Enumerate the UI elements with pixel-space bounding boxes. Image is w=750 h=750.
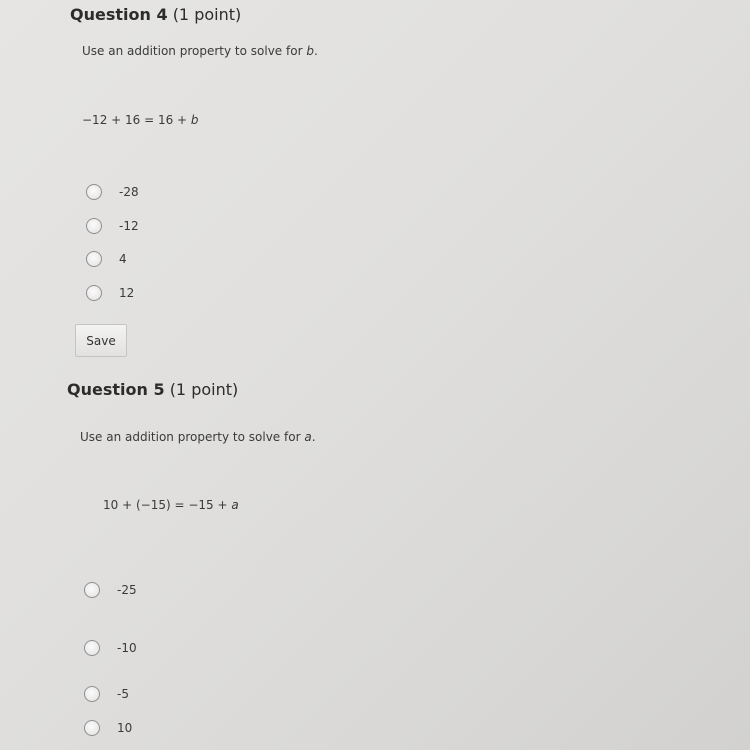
option-label: -28 xyxy=(119,185,139,199)
question-4-number: Question 4 xyxy=(70,5,168,24)
radio-button[interactable] xyxy=(84,582,100,598)
radio-button[interactable] xyxy=(86,285,102,301)
question-5-prompt-variable: a xyxy=(304,430,312,444)
question-4-points: (1 point) xyxy=(172,5,242,24)
question-5-prompt xyxy=(80,430,316,444)
option-label: -5 xyxy=(117,687,129,701)
option-label: 10 xyxy=(117,721,133,735)
radio-button[interactable] xyxy=(86,184,102,200)
radio-button[interactable] xyxy=(86,218,102,234)
question-5-prompt-text: Use an addition property to solve for xyxy=(80,430,305,444)
question-5-number: Question 5 xyxy=(67,380,165,399)
option-label: -25 xyxy=(117,583,137,597)
radio-button[interactable] xyxy=(84,640,100,656)
question-4-equation xyxy=(82,113,199,127)
question-5-equation xyxy=(103,498,239,512)
question-5-title xyxy=(67,380,238,399)
radio-button[interactable] xyxy=(86,251,102,267)
question-4-equation-text: −12 + 16 = 16 + xyxy=(82,113,191,127)
question-4-equation-variable: b xyxy=(190,113,199,127)
option-label: 12 xyxy=(119,286,135,300)
question-5-equation-text: 10 + (−15) = −15 + xyxy=(103,498,232,512)
question-5-equation-variable: a xyxy=(231,498,239,512)
question-5-prompt-period: . xyxy=(311,430,316,444)
question-4-prompt-period: . xyxy=(313,44,318,58)
option-label: -10 xyxy=(117,641,137,655)
radio-button[interactable] xyxy=(84,686,100,702)
option-label: -12 xyxy=(119,219,139,233)
save-button[interactable]: Save xyxy=(75,324,127,357)
radio-button[interactable] xyxy=(84,720,100,736)
option-label: 4 xyxy=(119,252,127,266)
question-4-title xyxy=(70,5,241,24)
question-4-prompt-variable: b xyxy=(306,44,314,58)
question-5-points: (1 point) xyxy=(169,380,239,399)
question-4-prompt xyxy=(82,44,318,58)
question-4-prompt-text: Use an addition property to solve for xyxy=(82,44,307,58)
